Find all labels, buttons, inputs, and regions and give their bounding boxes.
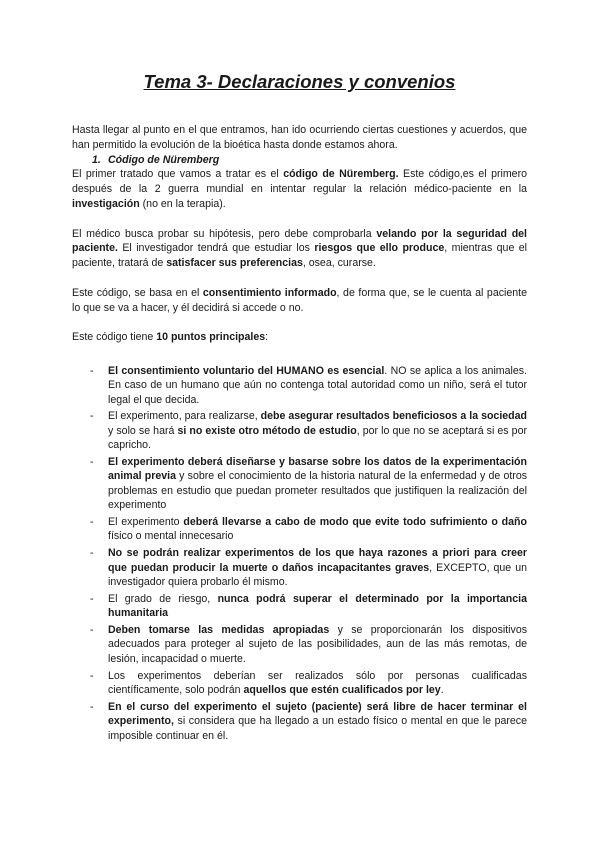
text-run: y solo se hará	[108, 424, 178, 437]
bold-run: debe asegurar resultados beneficiosos a la sociedad	[260, 410, 527, 423]
bold-run: satisfacer sus preferencias	[166, 257, 303, 270]
bold-run: aquellos que estén cualificados por ley	[243, 684, 441, 697]
bold-run: deberá llevarse a cabo de modo que evite todo sufrimiento o daño	[183, 515, 527, 528]
spacer	[72, 271, 527, 286]
page-title: Tema 3- Declaraciones y convenios	[143, 71, 456, 92]
spacer	[72, 345, 527, 360]
paragraph-medico	[72, 227, 527, 271]
paragraph-nuremberg	[72, 167, 527, 211]
intro-paragraph: Hasta llegar al punto en el que entramos, han ido ocurriendo ciertas cuestiones y acuerdos, que han permitido la evolución de la bioética hasta donde estamos ahora.	[72, 124, 527, 151]
text-run: , EXCEPTO, que un investigador quiera probarlo él mismo.	[108, 561, 527, 588]
bold-run: riesgos que ello produce	[314, 242, 445, 255]
list-item	[72, 623, 527, 666]
text-run: y sobre el conocimiento de la historia natural de la enfermedad y de otros problemas en estudio que puedan prometer resultados que justifiquen la realización del experimento	[108, 470, 528, 512]
points-list	[72, 364, 527, 743]
text-run: Los experimentos deberían ser realizados sólo por personas cualificadas científicamente, solo podrán	[108, 669, 527, 697]
bullet-dash: -	[90, 700, 94, 713]
bullet-dash: -	[90, 592, 94, 605]
text-run: y se proporcionarán los dispositivos adecuados para proteger al sujeto de las posibilidades, aun de las más remotas, de lesión, incapacidad o muerte.	[108, 624, 528, 665]
list-item	[72, 700, 527, 743]
text-run: El primer tratado que vamos a tratar es el	[72, 168, 284, 181]
bold-run: Deben tomarse las medidas apropiadas	[108, 624, 330, 636]
bold-run: En el curso del experimento el sujeto (paciente) será libre de hacer terminar el experimento,	[108, 700, 527, 728]
text-run: físico o mental innecesario	[108, 530, 234, 543]
spacer	[72, 212, 527, 227]
bold-run: código de Nüremberg.	[283, 168, 399, 181]
text-run: El médico busca probar su hipótesis, pero debe comprobarla	[72, 227, 377, 240]
paragraph-puntos	[72, 330, 527, 345]
text-run: . NO se aplica a los animales. En caso de un humano que aún no contenga total autoridad como un niño, será el tutor legal el que decida.	[108, 364, 527, 406]
text-run: El grado de riesgo,	[108, 592, 218, 605]
paragraph-consentimiento	[72, 286, 527, 316]
bold-run: investigación	[72, 197, 140, 210]
document-page	[72, 70, 527, 745]
list-item	[72, 546, 527, 589]
bold-run: 10 puntos principales	[156, 331, 266, 344]
list-item	[72, 409, 527, 452]
bold-run: El experimento deberá diseñarse y basarse sobre los datos de la experimentación animal previa	[108, 455, 527, 483]
text-run: Este código, se basa en el	[72, 286, 203, 299]
list-item	[72, 592, 527, 621]
bold-run: si no existe otro método de estudio	[177, 424, 357, 437]
section-title: Código de Nüremberg	[108, 153, 220, 166]
bold-run: consentimiento informado	[202, 286, 337, 299]
bullet-dash: -	[90, 547, 94, 560]
bold-run: El consentimiento voluntario del HUMANO es esencial	[108, 364, 385, 377]
text-run: si considera que ha llegado a un estado físico o mental en que le parece imposible continuar en él.	[108, 715, 527, 742]
text-run: :	[265, 331, 269, 344]
bold-run: velando por la seguridad del paciente.	[72, 227, 527, 255]
text-run: Este código,es el primero después de la 2 guerra mundial en intentar regular la relación médico-paciente en la	[72, 168, 527, 196]
text-run: (no en la terapia).	[139, 197, 226, 210]
bullet-dash: -	[90, 669, 94, 682]
section-heading	[92, 153, 527, 168]
bullet-dash: -	[90, 364, 94, 377]
bullet-dash: -	[90, 515, 94, 528]
text-run: , osea, curarse.	[302, 257, 376, 270]
text-run: El investigador tendrá que estudiar los	[117, 242, 315, 255]
bullet-dash: -	[90, 455, 94, 468]
bold-run: No se podrán realizar experimentos de los que haya razones a priori para creer que puedan producir la muerte o daños incapacitantes graves	[108, 547, 527, 574]
list-item	[72, 364, 527, 407]
bullet-dash: -	[90, 410, 94, 423]
section-number: 1.	[92, 153, 101, 166]
spacer	[72, 315, 527, 330]
list-item	[72, 515, 527, 544]
text-run: , mientras que el paciente, tratará de	[72, 242, 528, 270]
list-item	[72, 669, 527, 698]
text-run: .	[440, 684, 444, 697]
text-run: Este código tiene	[72, 331, 157, 344]
bold-run: nunca podrá superar el determinado por la importancia humanitaria	[108, 592, 527, 620]
text-run: , por lo que no se aceptará si es por capricho.	[108, 424, 527, 452]
list-item	[72, 455, 527, 513]
text-run: , de forma que, se le cuenta al paciente lo que se va a hacer, y él decidirá si accede o no.	[72, 286, 527, 314]
bullet-dash: -	[90, 624, 94, 636]
text-run: El experimento	[108, 515, 184, 528]
text-run: El experimento, para realizarse,	[108, 410, 261, 423]
